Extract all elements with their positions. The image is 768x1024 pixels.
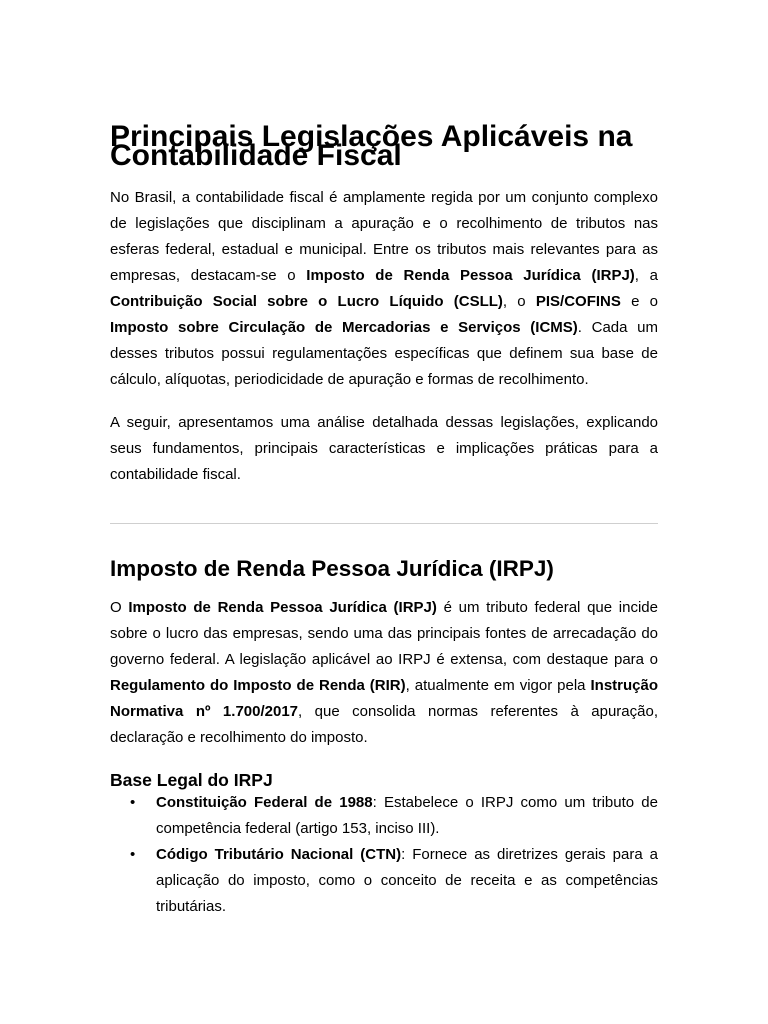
text-run: , que consolida normas referentes à apuração, declaração e recolhimento do imposto. — [110, 703, 658, 746]
bold-csll: Contribuição Social sobre o Lucro Líquido (CSLL) — [110, 293, 503, 310]
list-item-text: : Estabelece o IRPJ como um tributo de competência federal (artigo 153, inciso III). — [156, 794, 658, 837]
section-title-legislacoes: Principais Legislações Aplicáveis na Contabilidade Fiscal — [110, 120, 633, 172]
bold-pis-cofins: PIS/COFINS — [535, 293, 621, 310]
analysis-paragraph: A seguir, apresentamos uma análise detalhada dessas legislações, explicando seus fundamentos, principais características e implicações práticas para a contabilidade fiscal. — [110, 414, 658, 483]
bold-instrucao-normativa: Instrução Normativa nº 1.700/2017 — [110, 677, 658, 720]
text-run: e o — [620, 293, 658, 310]
text-run: , atualmente em vigor pela — [405, 677, 591, 694]
text-run: No Brasil, a contabilidade fiscal é amplamente regida por um conjunto complexo de legislações que disciplinam a apuração e o recolhimento de tributos nas esferas federal, estadual e municipal. Entre os tributos mais relevantes para as empresas, destacam-se o — [110, 189, 658, 284]
subtitle-base-legal: Base Legal do IRPJ — [110, 770, 273, 790]
bold-rir: Regulamento do Imposto de Renda (RIR) — [110, 677, 406, 694]
list-item — [110, 842, 658, 920]
bold-icms: Imposto sobre Circulação de Mercadorias e Serviços (ICMS) — [110, 319, 578, 336]
list-item-bold: Constituição Federal de 1988 — [156, 794, 373, 811]
list-item-bold: Código Tributário Nacional (CTN) — [156, 846, 402, 863]
text-run: O — [110, 599, 129, 616]
bold-irpj: Imposto de Renda Pessoa Jurídica (IRPJ) — [306, 267, 635, 284]
text-run: , o — [502, 293, 536, 310]
intro-paragraph — [110, 185, 658, 393]
base-legal-list — [110, 790, 658, 920]
text-run: . Cada um desses tributos possui regulamentações específicas que definem sua base de cálculo, alíquotas, periodicidade de apuração e formas de recolhimento. — [110, 319, 658, 388]
text-run: é um tributo federal que incide sobre o lucro das empresas, sendo uma das principais fontes de arrecadação do governo federal. A legislação aplicável ao IRPJ é extensa, com destaque para o — [110, 599, 658, 668]
bullet-icon: • — [130, 846, 136, 863]
text-run: , a — [634, 267, 658, 284]
list-item — [110, 790, 658, 842]
list-item-text: : Fornece as diretrizes gerais para a aplicação do imposto, como o conceito de receita e as competências tributárias. — [156, 846, 658, 915]
bold-irpj-full: Imposto de Renda Pessoa Jurídica (IRPJ) — [128, 599, 437, 616]
bullet-icon: • — [130, 794, 136, 811]
irpj-paragraph — [110, 595, 658, 751]
section-divider — [110, 523, 658, 524]
section-title-irpj: Imposto de Renda Pessoa Jurídica (IRPJ) — [110, 556, 554, 581]
